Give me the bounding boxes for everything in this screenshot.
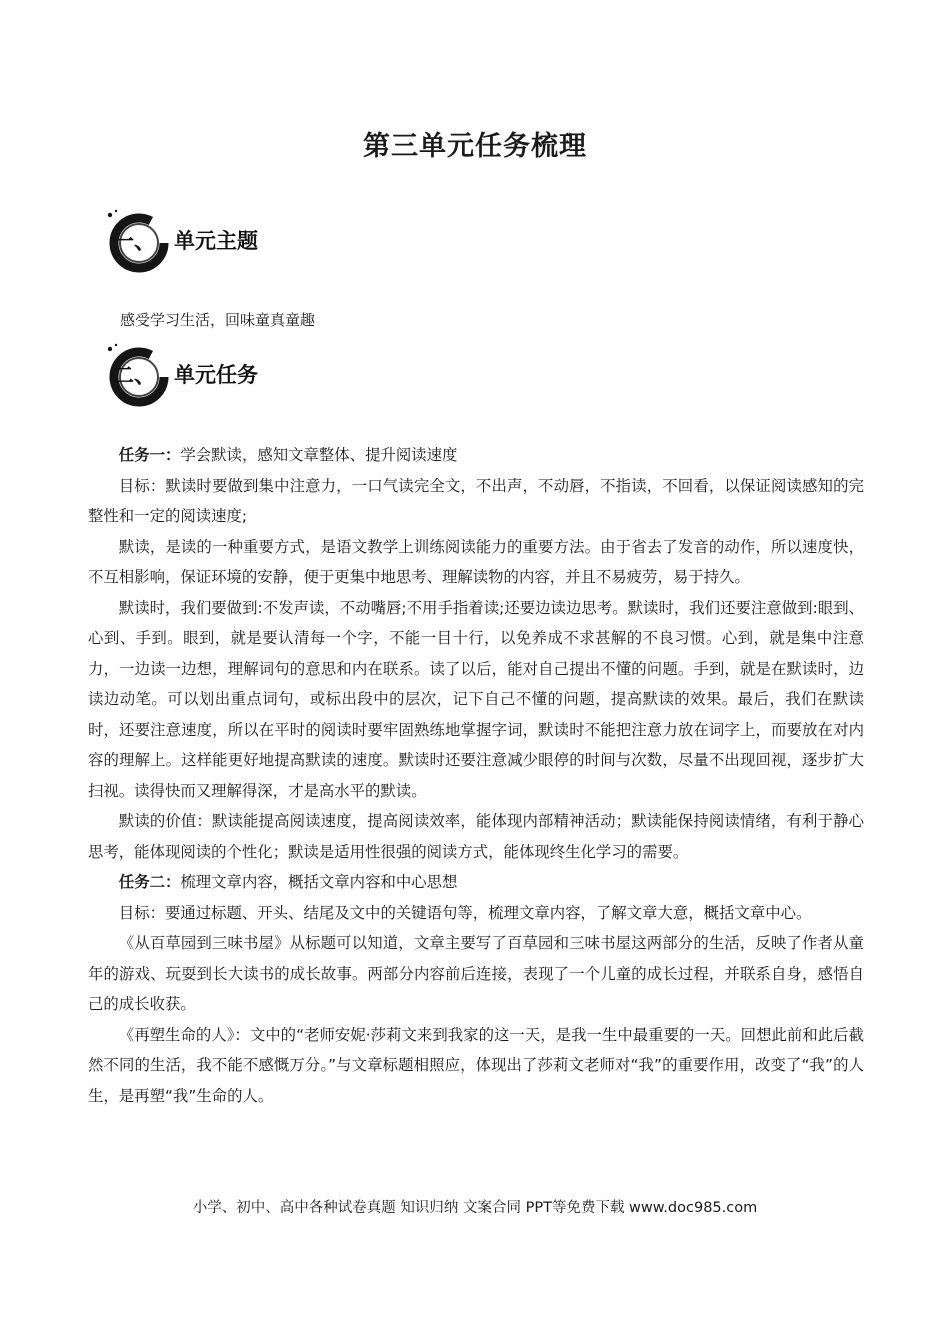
paragraph: 目标：默读时要做到集中注意力，一口气读完全文，不出声，不动唇，不指读，不回看，以保证阅读感知的完整性和一定的阅读速度; [88, 476, 864, 525]
section-title: 单元任务 [174, 363, 258, 387]
section-title: 单元主题 [174, 229, 258, 253]
section-heading-theme [94, 205, 494, 281]
paragraph: 目标：要通过标题、开头、结尾及文中的关键语句等，梳理文章内容，了解文章大意，概括文章中心。 [118, 903, 812, 922]
task-text: 学会默读，感知文章整体、提升阅读速度 [180, 446, 458, 464]
task-label: 任务二： [118, 873, 181, 891]
section-heading-tasks [94, 339, 494, 415]
paragraph: 《再塑生命的人》：文中的“老师安妮·莎莉文来到我家的这一天，是我一生中最重要的一天。回想此前和此后截然不同的生活，我不能不感慨万分。”与文章标题相照应，体现出了莎莉文老师对“我”的重要作用，改变了“我”的人生，是再塑“我”生命的人。 [88, 1025, 864, 1105]
footer-text: 小学、初中、高中各种试卷真题 知识归纳 文案合同 PPT等免费下载 www.doc985.com [192, 1200, 758, 1216]
page-title: 第三单元任务梳理 [363, 131, 587, 162]
paragraph: 《从百草园到三味书屋》从标题可以知道，文章主要写了百草园和三味书屋这两部分的生活，反映了作者从童年的游戏、玩耍到长大读书的成长故事。两部分内容前后连接，表现了一个儿童的成长过程，并联系自身，感悟自己的成长收获。 [88, 934, 864, 1013]
section-number: 二、 [112, 364, 157, 389]
task-body [88, 440, 864, 1111]
section-number: 一、 [112, 230, 157, 255]
task-label: 任务一： [118, 446, 181, 464]
task-heading [88, 440, 864, 471]
paragraph: 默读，是读的一种重要方式，是语文教学上训练阅读能力的重要方法。由于省去了发音的动作，所以速度快，不互相影响，保证环境的安静，便于更集中地思考、理解读物的内容，并且不易疲劳，易于持久。 [88, 537, 864, 586]
paragraph: 默读时，我们要做到:不发声读，不动嘴唇;不用手指着读;还要边读边思考。默读时，我们还要注意做到:眼到、心到、手到。眼到，就是要认清每一个字，不能一目十行，以免养成不求甚解的不良习惯。心到，就是集中注意力，一边读一边想，理解词句的意思和内在联系。读了以后，能对自己提出不懂的问题。手到，就是在默读时，边读边动笔。可以划出重点词句，或标出段中的层次，记下自己不懂的问题，提高默读的效果。最后，我们在默读时，还要注意速度，所以在平时的阅读时要牢固熟练地掌握字词，默读时不能把注意力放在词字上，而要放在对内容的理解上。这样能更好地提高默读的速度。默读时还要注意减少眼停的时间与次数，尽量不出现回视，逐步扩大扫视。读得快而又理解得深，才是高水平的默读。 [88, 598, 864, 800]
unit-theme-text: 感受学习生活，回味童真童趣 [120, 311, 316, 329]
task-heading [88, 867, 864, 898]
task-text: 梳理文章内容，概括文章内容和中心思想 [180, 873, 458, 891]
paragraph: 默读的价值：默读能提高阅读速度，提高阅读效率，能体现内部精神活动；默读能保持阅读情绪，有利于静心思考，能体现阅读的个性化；默读是适用性很强的阅读方式，能体现终生化学习的需要。 [88, 812, 864, 861]
